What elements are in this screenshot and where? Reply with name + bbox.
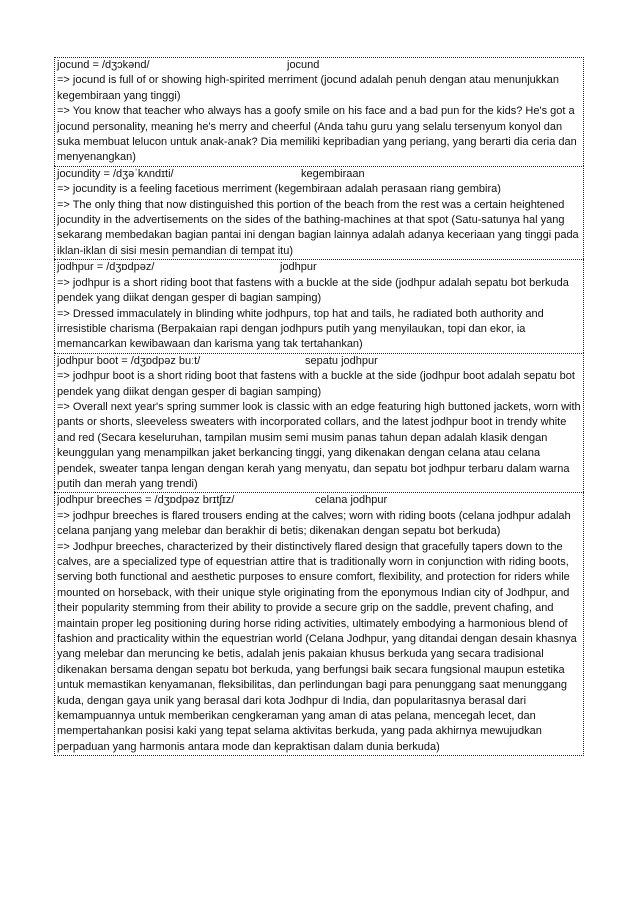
definition-text: => jocundity is a feeling facetious merriment (kegembiraan adalah perasaan riang gembira) (57, 183, 501, 196)
example-text: => You know that teacher who always has a goofy smile on his face and a bad pun for the kids? He's got a jocund personality, meaning he's merry and cheerful (Anda tahu guru yang selalu tersenyum konyol dan suka membuat lelucon untuk anak-anak? Dia memiliki kepribadian yang periang, yang berarti dia ceria dan menyenangkan) (57, 105, 577, 164)
vocabulary-entry (54, 353, 584, 493)
term-translation: jocund (287, 59, 320, 71)
entry-header (57, 260, 581, 275)
vocabulary-entry (54, 492, 584, 756)
definition-text: => jodhpur is a short riding boot that fastens with a buckle at the side (jodhpur adalah sepatu bot berkuda pendek yang diikat dengan gesper di bagian samping) (57, 276, 569, 305)
vocabulary-entry (54, 259, 584, 352)
term-translation: sepatu jodhpur (305, 354, 378, 367)
term-translation: celana jodhpur (315, 494, 388, 507)
entry-header (57, 493, 581, 508)
term-pronunciation: jocund = /dʒɔkənd/ (57, 59, 150, 71)
term-pronunciation: jodhpur boot = /dʒɒdpəz buːt/ (57, 354, 201, 367)
term-translation: kegembiraan (301, 167, 365, 180)
example-text: => Jodhpur breeches, characterized by their distinctively flared design that gracefully tapers down to the calves, are a specialized type of equestrian attire that is traditionally worn in conjunction with riding boots, serving both functional and aesthetic purposes to ensure comfort, flexibility, and protection for riders while mounted on horseback, with their unique style originating from the eponymous Indian city of Jodhpur, and their popularity stemming from their ability to provide a secure grip on the saddle, prevent chafing, and maintain proper leg positioning during horse riding activities, ultimately embodying a harmonious blend of fashion and practicality within the equestrian world (Celana Jodhpur, yang ditandai dengan desain khasnya yang melebar dan meruncing ke betis, adalah jenis pakaian khusus berkuda yang secara tradisional dikenakan bersama dengan sepatu bot berkuda, yang berfungsi baik secara fungsional maupun estetika untuk memastikan kenyamanan, fleksibilitas, dan perlindungan bagi para penunggang saat menunggang kuda, dengan gaya unik yang berasal dari kota Jodhpur di India, dan popularitasnya berasal dari kemampuannya untuk memberikan cengkeraman yang aman di atas pelana, mencegah lecet, dan mempertahankan posisi kaki yang tepat selama aktivitas berkuda, yang pada akhirnya mewujudkan perpaduan yang harmonis antara mode dan kepraktisan dalam dunia berkuda) (57, 540, 577, 753)
vocabulary-document (54, 57, 584, 756)
term-pronunciation: jocundity = /dʒəˈkʌndɪti/ (57, 167, 174, 180)
term-pronunciation: jodhpur = /dʒɒdpəz/ (57, 261, 155, 274)
entry-header (57, 167, 581, 182)
example-text: => Dressed immaculately in blinding white jodhpurs, top hat and tails, he radiated both authority and irresistible charisma (Berpakaian rapi dengan jodhpurs putih yang menyilaukan, topi dan ekor, ia memancarkan kewibawaan dan karisma yang tak tertahankan) (57, 307, 544, 351)
example-text: => Overall next year's spring summer look is classic with an edge featuring high buttoned jackets, worn with pants or shorts, sleeveless sweaters with incorporated collars, and the latest jodhpur boot in trendy white and red (Secara keseluruhan, tampilan musim semi musim panas tahun depan adalah klasik dengan keunggulan yang menampilkan jaket berkancing tinggi, yang dikenakan dengan celana atau celana pendek, sweater tanpa lengan dengan kerah yang menyatu, dan sepatu bot jodhpur terbaru dalam warna putih dan merah yang trendi) (57, 400, 581, 490)
definition-text: => jodhpur boot is a short riding boot that fastens with a buckle at the side (jodhpur boot adalah sepatu bot pendek yang diikat dengan gesper di bagian samping) (57, 370, 575, 398)
entry-header (57, 58, 581, 73)
term-pronunciation: jodhpur breeches = /dʒɒdpəz brɪtʃɪz/ (57, 494, 235, 507)
definition-text: => jodhpur breeches is flared trousers ending at the calves; worn with riding boots (celana jodhpur adalah celana panjang yang melebar dan berakhir di betis; dikenakan dengan sepatu bot berkuda) (57, 509, 571, 538)
entry-header (57, 354, 581, 369)
vocabulary-entry (54, 57, 584, 166)
example-text: => The only thing that now distinguished this portion of the beach from the rest was a certain heightened jocundity in the advertisements on the sides of the bathing-machines at that spot (Satu-satunya hal yang sekarang membedakan bagian pantai ini dengan bagian lainnya adalah adanya keceriaan yang tinggi pada iklan-iklan di sisi mesin pemandian di tempat itu) (57, 198, 579, 257)
term-translation: jodhpur (280, 261, 317, 274)
vocabulary-entry (54, 166, 584, 259)
definition-text: => jocund is full of or showing high-spirited merriment (jocund adalah penuh dengan atau menunjukkan kegembiraan yang tinggi) (57, 74, 560, 102)
